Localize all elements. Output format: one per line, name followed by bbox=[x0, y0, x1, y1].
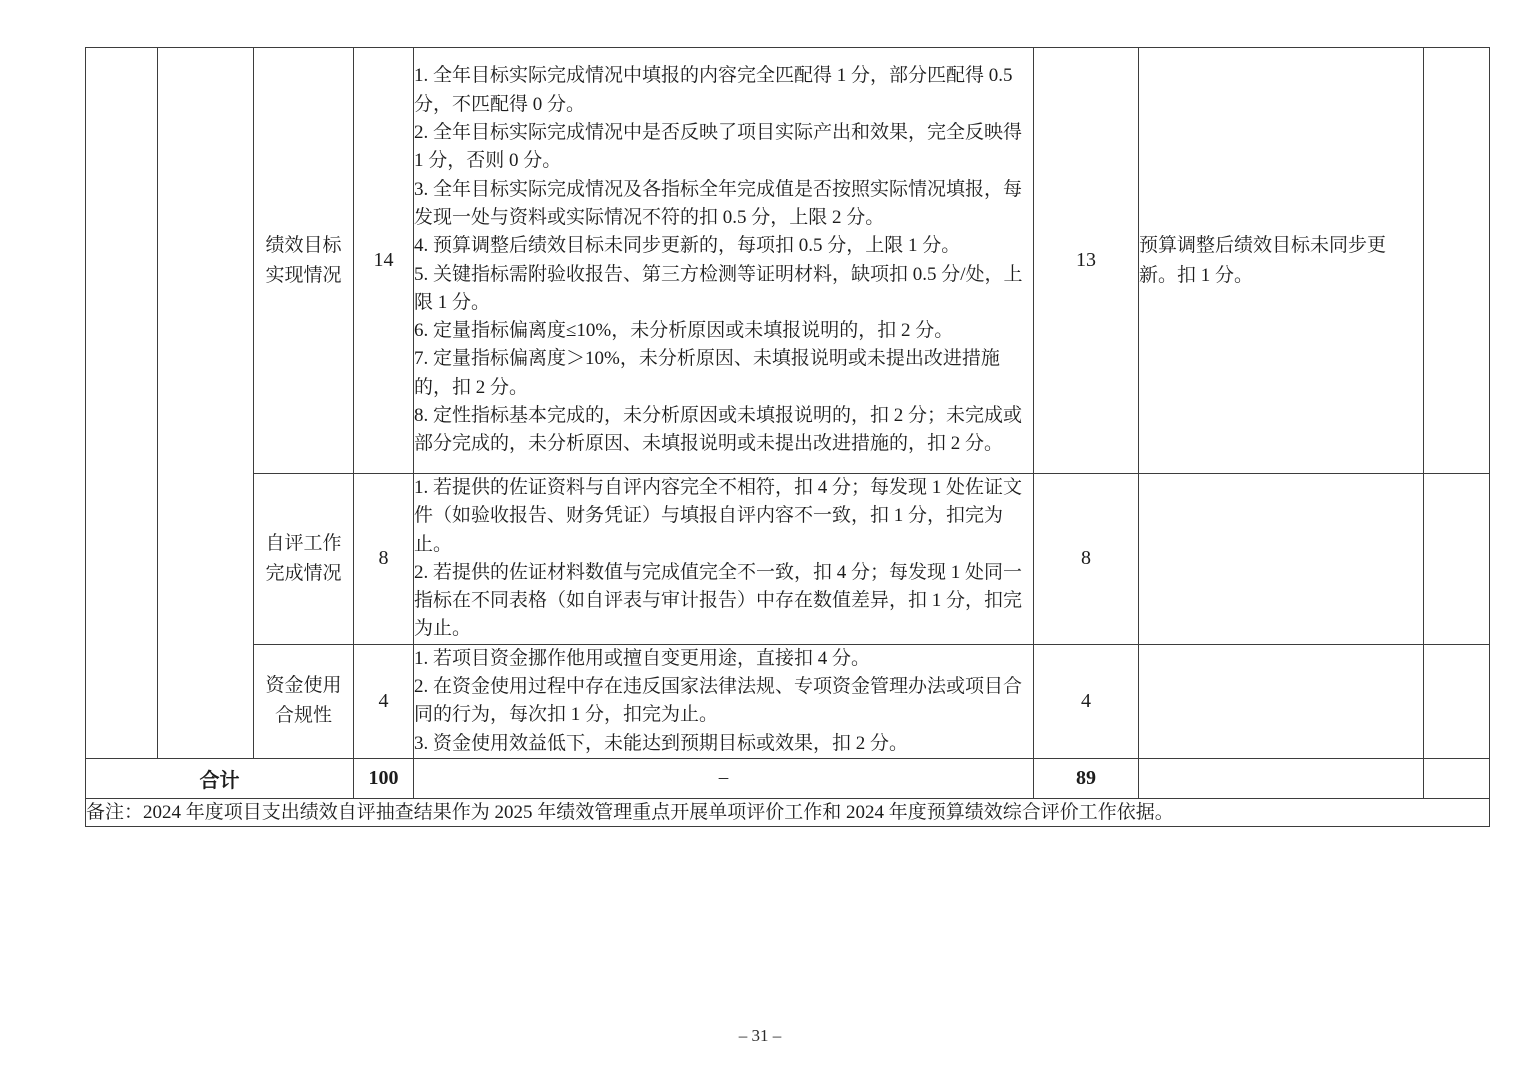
awarded-score-value: 8 bbox=[1034, 474, 1139, 645]
total-criteria-dash: – bbox=[414, 758, 1034, 798]
text-line: 1. 全年目标实际完成情况中填报的内容完全匹配得 1 分，部分匹配得 0.5 分，不匹配得 0 分。 bbox=[414, 65, 1013, 115]
max-score-value: 4 bbox=[354, 644, 414, 758]
text-line: 2. 在资金使用过程中存在违反国家法律法规、专项资金管理办法或项目合同的行为，每次扣 1 分，扣完为止。 bbox=[414, 676, 1023, 726]
max-score-value: 14 bbox=[354, 48, 414, 474]
empty-end-cell bbox=[1424, 474, 1490, 645]
text-line: 2. 若提供的佐证材料数值与完成值完全不一致，扣 4 分；每发现 1 处同一指标在不同表格（如自评表与审计报告）中存在数值差异，扣 1 分，扣完为止。 bbox=[414, 561, 1023, 640]
text-line: 合规性 bbox=[274, 705, 332, 727]
table-row bbox=[86, 48, 1490, 474]
text-line: 6. 定量指标偏离度≤10%，未分析原因或未填报说明的，扣 2 分。 bbox=[414, 320, 954, 342]
empty-category-cell-2 bbox=[158, 48, 254, 759]
page-number: – 31 – bbox=[738, 1026, 782, 1045]
text-line: 自评工作 bbox=[265, 532, 342, 554]
awarded-score-value: 4 bbox=[1034, 644, 1139, 758]
scoring-criteria-cell bbox=[414, 644, 1034, 758]
text-line: 8. 定性指标基本完成的，未分析原因或未填报说明的，扣 2 分；未完成或部分完成的，未分析原因、未填报说明或未提出改进措施的，扣 2 分。 bbox=[414, 404, 1023, 455]
total-max-score: 100 bbox=[354, 758, 414, 798]
indicator-label-fund-compliance bbox=[254, 644, 354, 758]
text-line: 4. 预算调整后绩效目标未同步更新的，每项扣 0.5 分，上限 1 分。 bbox=[414, 235, 961, 257]
table-footnote: 备注：2024 年度项目支出绩效自评抽查结果作为 2025 年绩效管理重点开展单项评价工作和 2024 年度预算绩效综合评价工作依据。 bbox=[86, 798, 1490, 826]
text-line: 5. 关键指标需附验收报告、第三方检测等证明材料，缺项扣 0.5 分/处，上限 1 分。 bbox=[414, 263, 1023, 313]
empty-end-cell bbox=[1424, 758, 1490, 798]
deduction-remark-cell: 预算调整后绩效目标未同步更新。扣 1 分。 bbox=[1139, 48, 1424, 474]
indicator-label-performance-goal bbox=[254, 48, 354, 474]
table-row bbox=[86, 644, 1490, 758]
note-row bbox=[86, 798, 1490, 826]
empty-category-cell-1 bbox=[86, 48, 158, 759]
total-label: 合计 bbox=[86, 758, 354, 798]
indicator-label-self-evaluation bbox=[254, 474, 354, 645]
text-line: 1. 若项目资金挪作他用或擅自变更用途，直接扣 4 分。 bbox=[414, 647, 871, 669]
total-row bbox=[86, 758, 1490, 798]
scoring-criteria-cell bbox=[414, 474, 1034, 645]
text-line: 实现情况 bbox=[265, 264, 342, 286]
text-line: 绩效目标 bbox=[265, 234, 342, 256]
text-line: 1. 若提供的佐证资料与自评内容完全不相符，扣 4 分；每发现 1 处佐证文件（如验收报告、财务凭证）与填报自评内容不一致，扣 1 分，扣完为止。 bbox=[414, 477, 1023, 555]
empty-end-cell bbox=[1424, 644, 1490, 758]
text-line: 完成情况 bbox=[265, 562, 342, 584]
evaluation-table bbox=[85, 47, 1490, 827]
text-line: 资金使用 bbox=[265, 675, 342, 697]
text-line: 7. 定量指标偏离度＞10%，未分析原因、未填报说明或未提出改进措施的，扣 2 分。 bbox=[414, 348, 1000, 398]
total-awarded-score: 89 bbox=[1034, 758, 1139, 798]
max-score-value: 8 bbox=[354, 474, 414, 645]
empty-end-cell bbox=[1424, 48, 1490, 474]
text-line: 2. 全年目标实际完成情况中是否反映了项目实际产出和效果，完全反映得 1 分，否则 0 分。 bbox=[414, 122, 1023, 172]
deduction-remark-cell bbox=[1139, 644, 1424, 758]
table-row bbox=[86, 474, 1490, 645]
deduction-remark-cell bbox=[1139, 474, 1424, 645]
empty-total-remark-cell bbox=[1139, 758, 1424, 798]
scoring-criteria-cell bbox=[414, 48, 1034, 474]
awarded-score-value: 13 bbox=[1034, 48, 1139, 474]
text-line: 3. 资金使用效益低下，未能达到预期目标或效果，扣 2 分。 bbox=[414, 732, 909, 754]
text-line: 3. 全年目标实际完成情况及各指标全年完成值是否按照实际情况填报，每发现一处与资料或实际情况不符的扣 0.5 分，上限 2 分。 bbox=[414, 178, 1023, 228]
